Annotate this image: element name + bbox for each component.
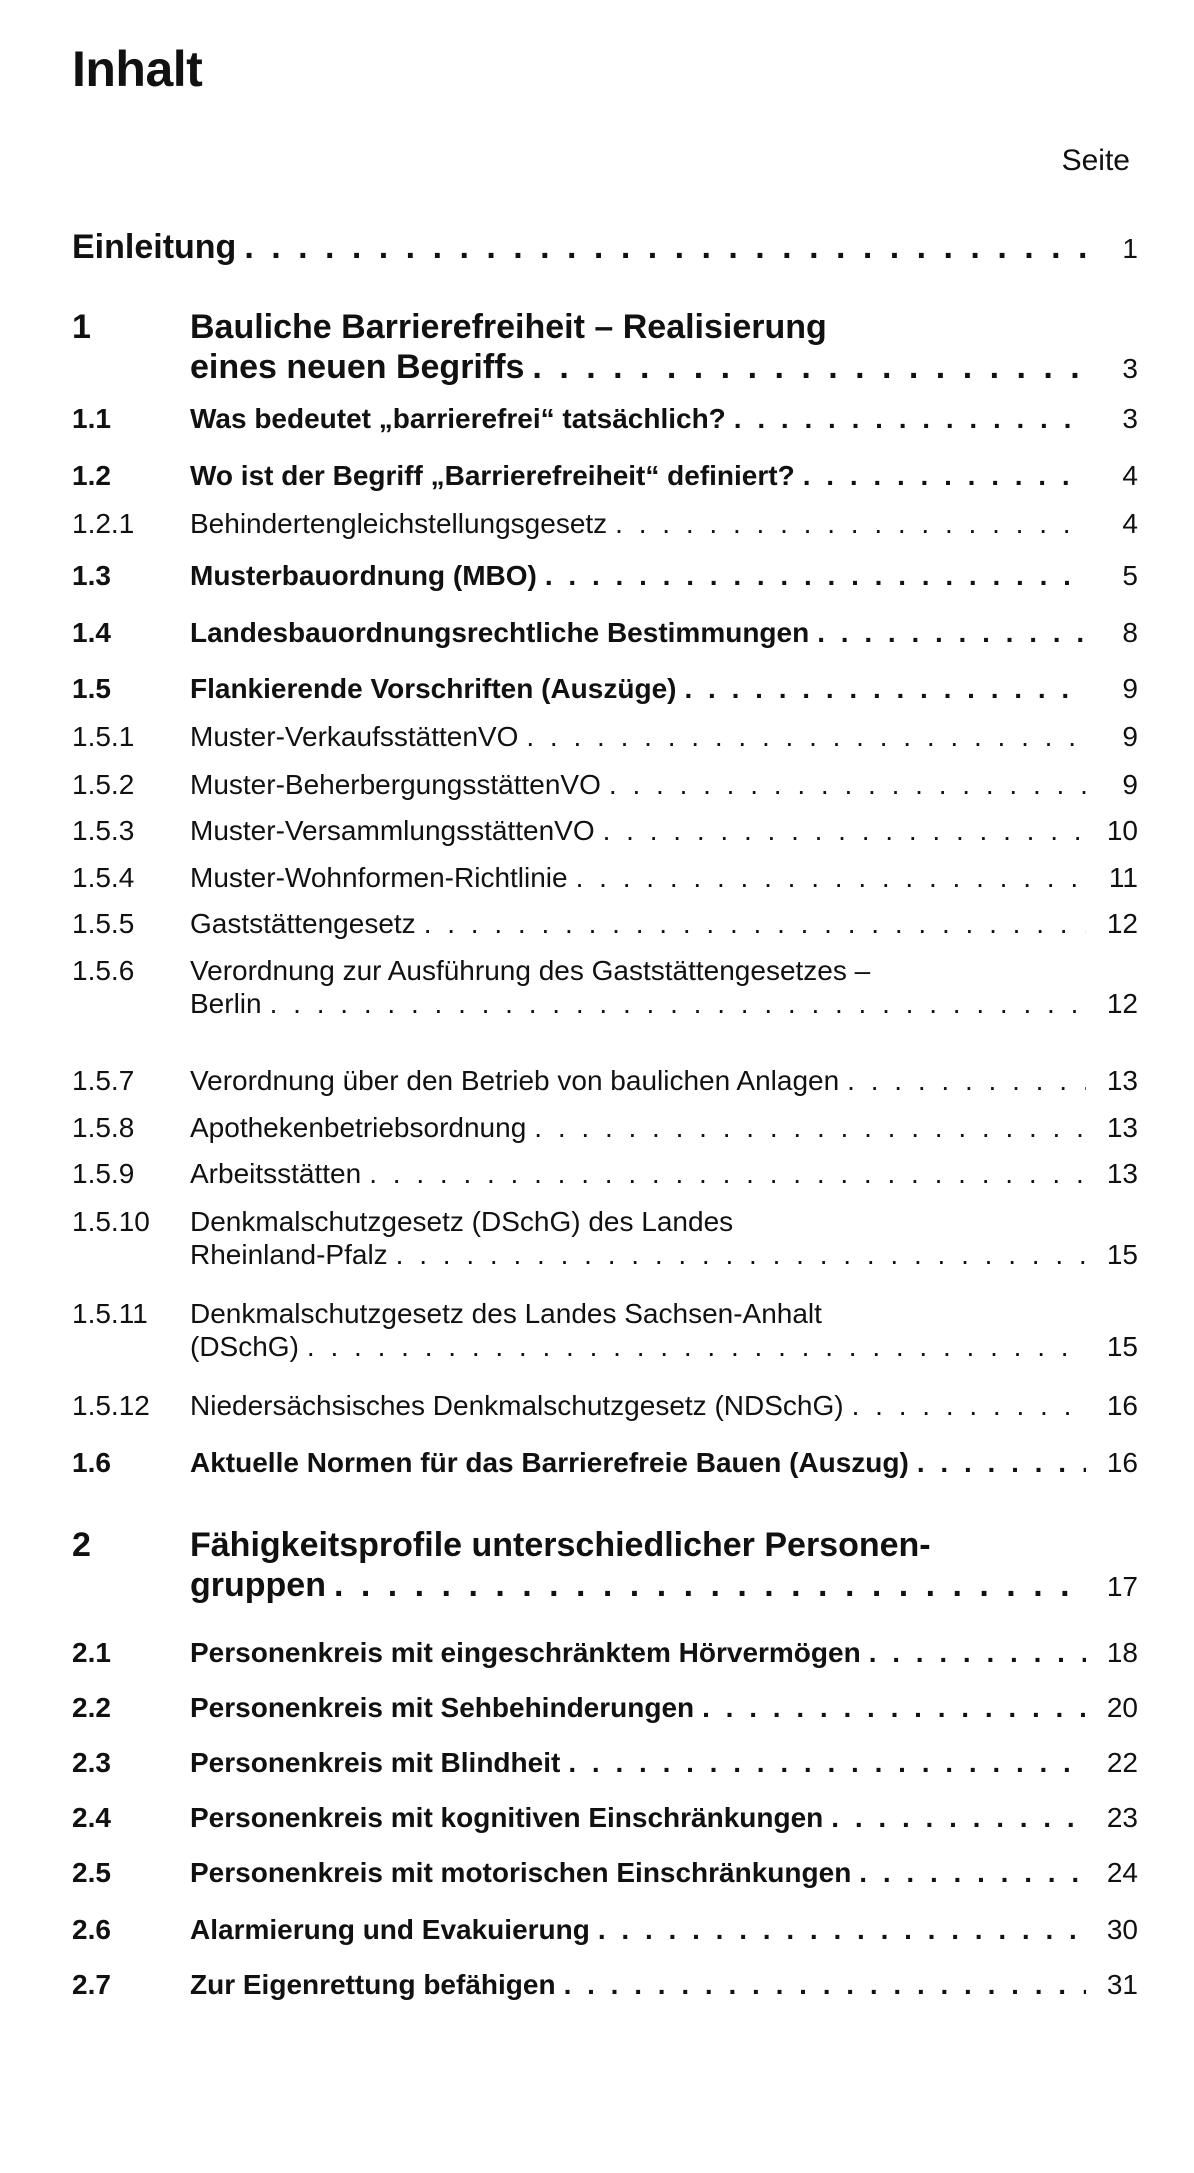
toc-entry-page: 22	[1106, 1747, 1138, 1778]
toc-entry-title: Zur Eigenrettung befähigen	[190, 1969, 556, 2000]
toc-entry-page: 4	[1122, 460, 1138, 491]
dot-leader	[847, 1065, 1086, 1097]
dot-leader	[526, 721, 1086, 753]
dot-leader	[396, 1239, 1086, 1271]
dot-leader	[270, 988, 1086, 1020]
toc-entry-page: 1	[1122, 233, 1138, 264]
toc-entry-title: gruppen	[190, 1566, 326, 1605]
toc-entry-title: Flankierende Vorschriften (Auszüge)	[190, 673, 677, 704]
toc-entry-number: 2.1	[72, 1637, 111, 1668]
toc-entry-number: 1.2	[72, 460, 111, 491]
toc-entry-title: Was bedeutet „barrierefrei“ tatsächlich?	[190, 403, 726, 434]
toc-entry-title: Landesbauordnungsrechtliche Bestimmungen	[190, 617, 810, 648]
dot-leader	[369, 1158, 1086, 1190]
dot-leader	[803, 460, 1086, 492]
toc-entry-title: Gaststättengesetz	[190, 908, 416, 939]
toc-entry-title: Arbeitsstätten	[190, 1158, 362, 1189]
toc-entry-page: 12	[1106, 908, 1138, 939]
toc-entry-number: 1.5.3	[72, 815, 135, 846]
toc-entry-number: 1.5.2	[72, 769, 135, 800]
dot-leader	[817, 617, 1086, 649]
dot-leader	[869, 1637, 1086, 1669]
toc-entry-title: Verordnung über den Betrieb von baulichen Anlagen	[190, 1065, 840, 1096]
dot-leader	[702, 1692, 1086, 1724]
toc-entry-title: Personenkreis mit eingeschränktem Hörvermögen	[190, 1637, 861, 1668]
toc-entry-title: Denkmalschutzgesetz des Landes Sachsen-Anhalt	[190, 1298, 822, 1329]
dot-leader	[568, 1747, 1086, 1779]
dot-leader	[334, 1566, 1086, 1605]
toc-entry-title: Aktuelle Normen für das Barrierefreie Bauen (Auszug)	[190, 1447, 909, 1478]
dot-leader	[424, 908, 1086, 940]
toc-entry-title: Muster-VerkaufsstättenVO	[190, 721, 519, 752]
toc-entry-number: 2.2	[72, 1692, 111, 1723]
toc-entry-page: 13	[1106, 1112, 1138, 1143]
toc-entry-number: 2.4	[72, 1802, 111, 1833]
toc-entry-title: Denkmalschutzgesetz (DSchG) des Landes	[190, 1206, 734, 1237]
toc-entry-page: 10	[1106, 815, 1138, 846]
toc-entry-page: 12	[1106, 988, 1138, 1020]
dot-leader	[917, 1447, 1086, 1479]
toc-entry-page: 24	[1106, 1857, 1138, 1888]
toc-entry-number: 1.6	[72, 1447, 111, 1478]
dot-leader	[831, 1802, 1086, 1834]
toc-entry-number: 1.5.7	[72, 1065, 135, 1096]
toc-entry-title: Muster-VersammlungsstättenVO	[190, 815, 595, 846]
toc-entry-page: 8	[1122, 617, 1138, 648]
toc-entry-number: 1.4	[72, 617, 111, 648]
toc-entry-page: 30	[1106, 1914, 1138, 1945]
dot-leader	[609, 769, 1086, 801]
toc-entry-title: Personenkreis mit kognitiven Einschränkungen	[190, 1802, 824, 1833]
dot-leader	[852, 1390, 1086, 1422]
toc-entry-number: 1	[72, 308, 91, 346]
toc-entry-page: 3	[1122, 353, 1138, 385]
dot-leader	[532, 348, 1086, 387]
toc-entry-number: 1.5.10	[72, 1206, 150, 1237]
toc-entry-title: Einleitung	[72, 228, 237, 266]
toc-entry-title: (DSchG)	[190, 1331, 299, 1363]
toc-entry-page: 20	[1106, 1692, 1138, 1723]
toc-entry-number: 1.5.11	[72, 1298, 148, 1329]
toc-entry-number: 1.5	[72, 673, 111, 704]
toc-entry-page: 15	[1106, 1331, 1138, 1363]
toc-entry-page: 23	[1106, 1802, 1138, 1833]
toc-entry-title: Personenkreis mit Blindheit	[190, 1747, 561, 1778]
toc-entry-title: Verordnung zur Ausführung des Gaststättengesetzes –	[190, 955, 871, 986]
toc-entry-number: 2.6	[72, 1914, 111, 1945]
toc-entry-title: Bauliche Barrierefreiheit – Realisierung	[190, 308, 827, 346]
toc-entry-number: 2.7	[72, 1969, 111, 2000]
toc-entry-title: Muster-BeherbergungsstättenVO	[190, 769, 601, 800]
toc-entry-page: 11	[1108, 862, 1138, 893]
dot-leader	[734, 403, 1086, 435]
page-column-label: Seite	[1061, 144, 1130, 177]
toc-entry-title: Rheinland-Pfalz	[190, 1239, 388, 1271]
toc-entry-number: 1.3	[72, 560, 111, 591]
toc-entry-page: 15	[1106, 1239, 1138, 1271]
toc-entry-number: 1.5.5	[72, 908, 135, 939]
toc-entry-page: 16	[1106, 1390, 1138, 1421]
toc-entry-page: 4	[1122, 508, 1138, 539]
toc-entry-title: Fähigkeitsprofile unterschiedlicher Personen-	[190, 1526, 931, 1564]
dot-leader	[307, 1331, 1086, 1363]
dot-leader	[576, 862, 1086, 894]
toc-entry-page: 16	[1106, 1447, 1138, 1478]
page-title: Inhalt	[72, 41, 203, 97]
toc-entry-number: 1.5.8	[72, 1112, 135, 1143]
toc-entry-title: Behindertengleichstellungsgesetz	[190, 508, 608, 539]
toc-entry-page: 13	[1106, 1065, 1138, 1096]
dot-leader	[244, 228, 1086, 267]
toc-entry-title: Muster-Wohnformen-Richtlinie	[190, 862, 568, 893]
toc-entry-title: Musterbauordnung (MBO)	[190, 560, 537, 591]
toc-entry-number: 2	[72, 1526, 91, 1564]
toc-entry-title: Berlin	[190, 988, 262, 1020]
toc-entry-title: Apothekenbetriebsordnung	[190, 1112, 527, 1143]
toc-entry-page: 31	[1106, 1969, 1138, 2000]
dot-leader	[859, 1857, 1086, 1889]
toc-entry-number: 1.5.12	[72, 1390, 150, 1421]
dot-leader	[534, 1112, 1086, 1144]
toc-entry-title: eines neuen Begriffs	[190, 348, 525, 387]
toc-entry-page: 17	[1106, 1571, 1138, 1603]
dot-leader	[615, 508, 1086, 540]
toc-entry-title: Alarmierung und Evakuierung	[190, 1914, 590, 1945]
toc-entry-number: 2.3	[72, 1747, 111, 1778]
toc-entry-page: 9	[1122, 721, 1138, 752]
toc-entry-title: Wo ist der Begriff „Barrierefreiheit“ definiert?	[190, 460, 795, 491]
toc-entry-page: 3	[1122, 403, 1138, 434]
toc-entry-number: 1.5.1	[72, 721, 135, 752]
toc-entry-number: 1.5.6	[72, 955, 135, 986]
toc-entry-number: 1.1	[72, 403, 111, 434]
dot-leader	[564, 1969, 1086, 2001]
toc-entry-title: Niedersächsisches Denkmalschutzgesetz (NDSchG)	[190, 1390, 844, 1421]
toc-entry-page: 13	[1106, 1158, 1138, 1189]
dot-leader	[598, 1914, 1086, 1946]
toc-entry-page: 18	[1106, 1637, 1138, 1668]
toc-entry-title: Personenkreis mit Sehbehinderungen	[190, 1692, 695, 1723]
toc-entry-title: Personenkreis mit motorischen Einschränkungen	[190, 1857, 852, 1888]
dot-leader	[684, 673, 1086, 705]
toc-entry-number: 1.2.1	[72, 508, 135, 539]
toc-entry-number: 1.5.9	[72, 1158, 135, 1189]
toc-entry-number: 2.5	[72, 1857, 111, 1888]
toc-entry-page: 9	[1122, 673, 1138, 704]
toc-entry-page: 9	[1122, 769, 1138, 800]
dot-leader	[545, 560, 1086, 592]
toc-entry-number: 1.5.4	[72, 862, 135, 893]
dot-leader	[603, 815, 1086, 847]
toc-entry-page: 5	[1122, 560, 1138, 591]
